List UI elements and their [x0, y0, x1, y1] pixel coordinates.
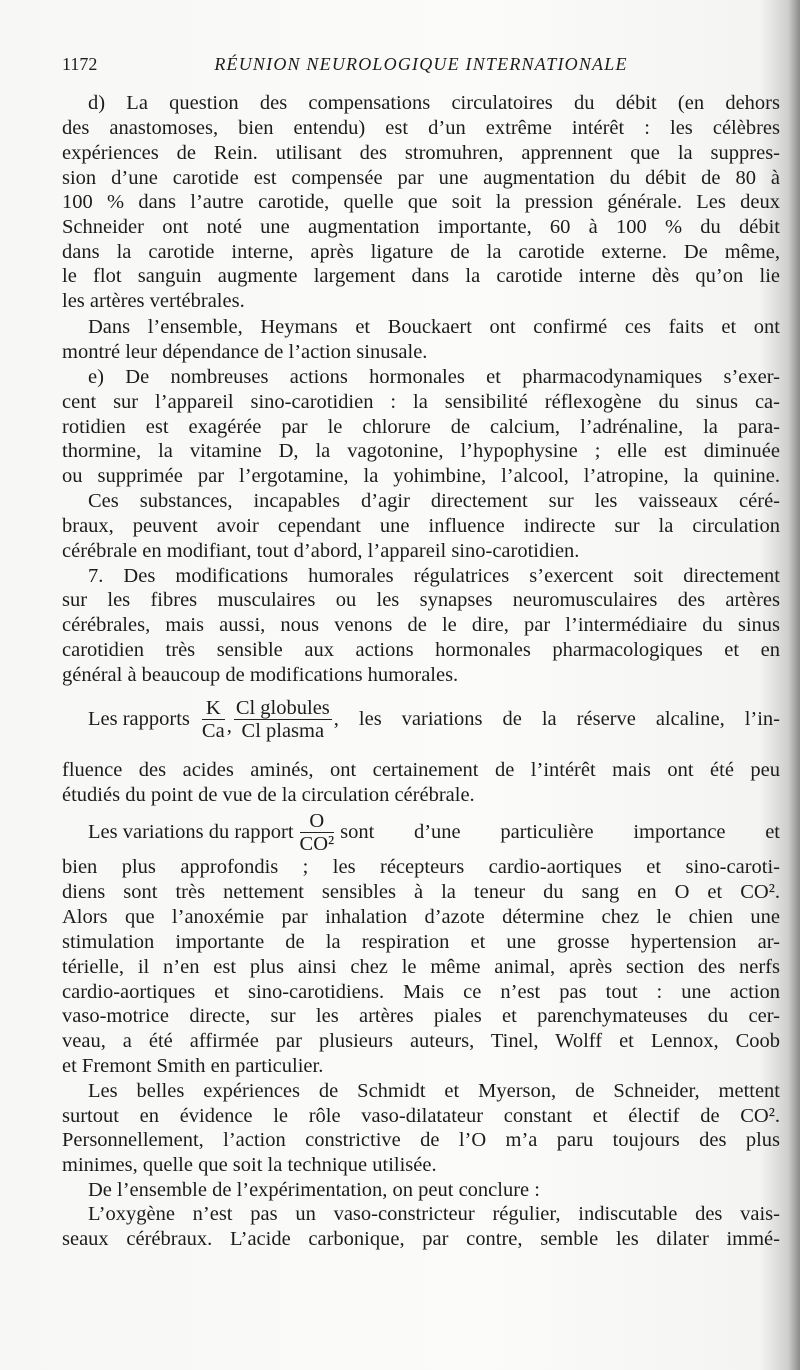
text-line: minimes, quelle que soit la technique utilisée.	[62, 1154, 437, 1176]
text-line: et Fremont Smith en particulier.	[62, 1055, 324, 1077]
text-line: sur les fibres musculaires ou les synapses neuromusculaires des artères	[62, 589, 780, 611]
running-header	[62, 54, 780, 80]
text-line: braux, peuvent avoir cependant une influence indirecte sur la circulation	[62, 515, 780, 537]
denominator: Ca	[201, 720, 225, 742]
text-line: rotidien est exagérée par le chlorure de calcium, l’adrénaline, la para-	[62, 416, 780, 438]
text-line: diens sont très nettement sensibles à la teneur du sang en O et CO².	[62, 881, 780, 903]
text-line: Dans l’ensemble, Heymans et Bouckaert ont confirmé ces faits et ont	[88, 316, 780, 338]
text-line: bien plus approfondis ; les récepteurs cardio-aortiques et sino-caroti-	[62, 856, 780, 878]
text-line: général à beaucoup de modifications humorales.	[62, 664, 459, 686]
text-line: e) De nombreuses actions hormonales et pharmacodynamiques s’exer-	[88, 366, 780, 388]
text-line: Personnellement, l’action constrictive de l’O m’a paru toujours des plus	[62, 1129, 780, 1151]
formula-prefix: Les variations du rapport	[88, 821, 294, 843]
text-line: Ces substances, incapables d’agir directement sur les vaisseaux céré-	[88, 490, 780, 512]
text-line: cérébrale en modifiant, tout d’abord, l’appareil sino-carotidien.	[62, 540, 580, 562]
text-line: thormine, la vitamine D, la vagotonine, l’hypophysine ; elle est diminuée	[62, 440, 780, 462]
formula-prefix: Les rapports	[88, 708, 190, 730]
text-line: carotidien très sensible aux actions hormonales pharmacologiques et en	[62, 639, 780, 661]
text-line: montré leur dépendance de l’action sinusale.	[62, 341, 428, 363]
text-line: 100 % dans l’autre carotide, quelle que soit la pression générale. Les deux	[62, 191, 780, 213]
text-line: 7. Des modifications humorales régulatrices s’exercent soit directement	[88, 565, 780, 587]
text-line: expériences de Rein. utilisant des stromuhren, apprennent que la suppres-	[62, 142, 780, 164]
text-line: étudiés du point de vue de la circulation cérébrale.	[62, 784, 475, 806]
text-line: des anastomoses, bien entendu) est d’un extrême intérêt : les célèbres	[62, 117, 780, 139]
text-line: térielle, il n’en est plus ainsi chez le même animal, après section des nerfs	[62, 956, 780, 978]
text-line: cent sur l’appareil sino-carotidien : la sensibilité réflexogène du sinus ca-	[62, 391, 780, 413]
text-line: Les belles expériences de Schmidt et Myerson, de Schneider, mettent	[88, 1080, 780, 1102]
denominator: CO²	[299, 833, 335, 855]
text-line: le flot sanguin augmente largement dans la carotide interne dès qu’on lie	[62, 265, 780, 287]
fraction-o-co2	[300, 810, 335, 855]
running-title: RÉUNION NEUROLOGIQUE INTERNATIONALE	[214, 54, 628, 74]
denominator: Cl plasma	[241, 720, 325, 742]
numerator: O	[300, 810, 335, 833]
text-line: ou supprimée par l’ergotamine, la yohimbine, l’alcool, l’atropine, la quinine.	[62, 465, 780, 487]
formula-suffix: , les variations de la réserve alcaline, l’in-	[333, 708, 780, 730]
text-line: seaux cérébraux. L’acide carbonique, par contre, semble les dilater immé-	[62, 1228, 780, 1250]
text-line: surtout en évidence le rôle vaso-dilatateur constant et électif de CO².	[62, 1105, 780, 1127]
text-line: cérébrales, mais aussi, nous venons de le dire, par l’intermédiaire du sinus	[62, 614, 780, 636]
formula-suffix: sont d’une particulière importance et	[340, 821, 780, 843]
text-line: Schneider ont noté une augmentation importante, 60 à 100 % du débit	[62, 216, 780, 238]
text-line: stimulation importante de la respiration et une grosse hypertension ar-	[62, 931, 780, 953]
text-line: vaso-motrice directe, sur les artères piales et parenchymateuses du cer-	[62, 1005, 780, 1027]
text-line: L’oxygène n’est pas un vaso-constricteur régulier, indiscutable des vais-	[88, 1203, 780, 1225]
text-line: veau, a été affirmée par plusieurs auteurs, Tinel, Wolff et Lennox, Coob	[62, 1030, 780, 1052]
text-line: cardio-aortiques et sino-carotidiens. Mais ce n’est pas tout : une action	[62, 981, 780, 1003]
text-line: De l’ensemble de l’expérimentation, on peut conclure :	[88, 1179, 540, 1201]
text-line: dans la carotide interne, après ligature de la carotide externe. De même,	[62, 241, 780, 263]
text-line: fluence des acides aminés, ont certainement de l’intérêt mais ont été peu	[62, 759, 780, 781]
numerator: Cl globules	[235, 697, 330, 719]
text-line: Alors que l’anoxémie par inhalation d’azote détermine chez le chien une	[62, 906, 780, 928]
formula-line-ratios: Les rapports $\frac{K}{Ca}$ , $\frac{\text{Cl globules}}{\text{Cl plasma}}$ , les variations de la réserve alcaline, l’in-	[88, 697, 780, 742]
page-number: 1172	[62, 54, 98, 74]
formula-line-o-co2	[88, 810, 780, 855]
text-line: sion d’une carotide est compensée par une augmentation du débit de 80 à	[62, 167, 780, 189]
text-line: les artères vertébrales.	[62, 290, 245, 312]
fraction-cl	[234, 697, 332, 742]
numerator: K	[202, 697, 225, 720]
text-line: d) La question des compensations circulatoires du débit (en dehors	[88, 92, 780, 114]
fraction-k-ca	[202, 697, 225, 742]
